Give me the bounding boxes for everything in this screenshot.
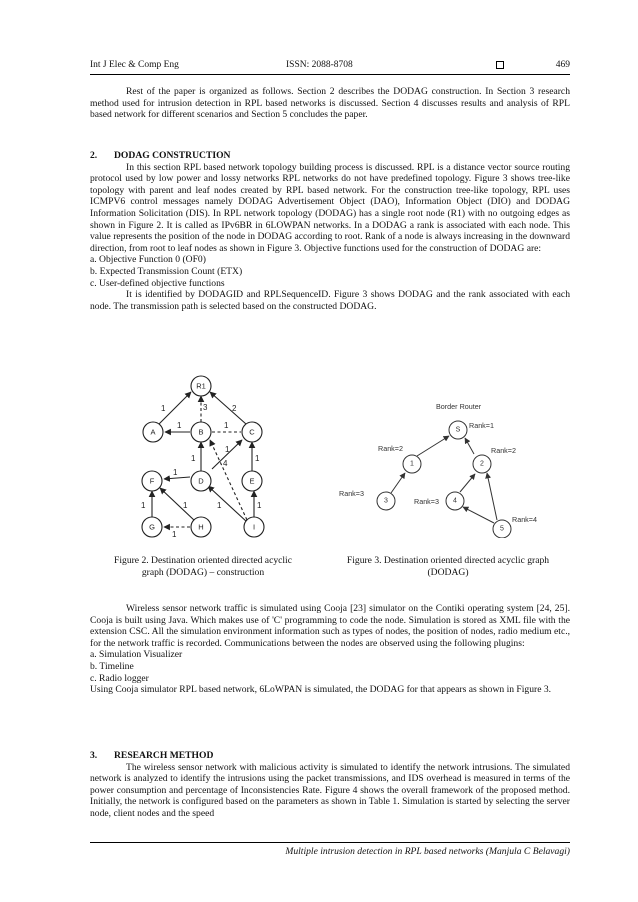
intro-section	[90, 86, 570, 121]
label-i-e: 1	[257, 501, 262, 510]
section-2-title: DODAG CONSTRUCTION	[114, 150, 231, 161]
label-h-g: 1	[172, 530, 177, 539]
label-d-b: 1	[191, 454, 196, 463]
label-e-c: 1	[255, 454, 260, 463]
figure-2-caption	[90, 555, 316, 578]
running-title: Multiple intrusion detection in RPL based networks (Manjula C Belavagi)	[285, 846, 570, 857]
edge-5-4	[463, 507, 494, 523]
section-3-number: 3.	[90, 750, 98, 761]
edge-f-d	[164, 477, 190, 479]
section-2-number: 2.	[90, 150, 98, 161]
figure-2-diagram	[128, 372, 278, 540]
node-d-label: D	[198, 476, 204, 486]
edge-h-f	[160, 488, 195, 521]
edge-3-1	[391, 473, 405, 493]
label-i-b: 4	[223, 459, 228, 468]
node-a-label: A	[150, 427, 156, 437]
cooja-section	[90, 603, 570, 696]
figure-3-caption-line-2: (DODAG)	[427, 566, 469, 578]
header-rule	[90, 74, 570, 75]
node-5-label: 5	[500, 525, 504, 533]
node-3-label: 3	[384, 497, 388, 505]
figure-3-caption	[326, 555, 570, 578]
label-i-d: 1	[217, 501, 222, 510]
section-2-paragraph-2: It is identified by DODAGID and RPLSequenceID. Figure 3 shows DODAG and the rank associated with each node. The transmission path is selected based on the constructed DODAG.	[90, 289, 570, 312]
node-c-label: C	[249, 427, 255, 437]
edge-1-s	[417, 436, 449, 456]
label-c-r1: 2	[232, 404, 237, 413]
section-3-title: RESEARCH METHOD	[114, 750, 214, 761]
objective-item-2: b. Expected Transmission Count (ETX)	[90, 265, 243, 277]
objective-item-3: c. User-defined objective functions	[90, 277, 225, 289]
node-b-label: B	[198, 427, 204, 437]
node-f-label: F	[149, 476, 155, 486]
plugin-item-3: c. Radio logger	[90, 672, 149, 684]
cooja-paragraph-2: Using Cooja simulator RPL based network, 6LoWPAN is simulated, the DODAG for that appears as shown in Figure 3.	[90, 684, 552, 696]
journal-name: Int J Elec & Comp Eng	[90, 60, 179, 70]
objective-item-1: a. Objective Function 0 (OF0)	[90, 254, 206, 266]
checkbox-icon	[496, 60, 510, 70]
edge-5-2	[487, 473, 497, 520]
label-h-f: 1	[183, 501, 188, 510]
section-2-paragraph-1: In this section RPL based network topology building process is discussed. RPL is a distance vector source routing protocol used by low power and lossy networks RPL networks do not have predefined topology. Figure 3 shows tree-like topology with parent and leaf nodes created by RPL based network. For the construction tree-like topology, RPL uses ICMPV6 control messages namely DODAG Advertisement Object (DAO), Information Object (DIO) and DODAG Information Solicitation (DIS). In RPL network topology (DODAG) has a single root node (R1) with no outgoing edges as shown in Figure 2. It is called as IPv6BR in 6LOWPAN networks. In a DODAG a rank is associated with each node. This value represents the position of the node in DODAG according to root. Rank of a node is always increasing in the downward direction, from root to leaf nodes as shown in Figure 3. Objective functions used for the construction of DODAG are:	[90, 161, 570, 254]
intro-paragraph: Rest of the paper is organized as follows. Section 2 describes the DODAG construction. In Section 3 research method used for intrusion detection in RPL based networks is discussed. Section 4 discusses results and analysis of RPL based network for different scenarios and Section 5 concludes the paper.	[90, 86, 570, 121]
node-1-label: 1	[410, 460, 414, 468]
rank-3: Rank=3	[339, 489, 364, 498]
node-i-label: I	[252, 522, 256, 532]
section-3-heading	[90, 750, 570, 762]
label-b-c: 1	[224, 421, 229, 430]
figure-2-caption-line-2: graph (DODAG) – construction	[141, 566, 265, 578]
node-4-label: 4	[453, 497, 457, 505]
label-a-r1: 1	[161, 404, 166, 413]
section-3-paragraph: The wireless sensor network with malicious activity is simulated to identify the network intrusions. The simulated network is analyzed to identify the intrusions using the packet transmissions, and IDS overhead is measured in terms of the power consumption and percentage of Inconsistencies Rate. Figure 4 shows the overall framework of the proposed method. Initially, the network is configured based on the parameters as shown in Table 1. Simulation is started by selecting the server node, client nodes and the speed	[90, 761, 570, 819]
rank-2: Rank=2	[491, 446, 516, 455]
rank-s: Rank=1	[469, 421, 494, 430]
label-b-r1: 3	[203, 403, 208, 412]
issn: ISSN: 2088-8708	[286, 60, 353, 70]
edge-4-2	[460, 474, 475, 492]
node-e-label: E	[249, 476, 255, 486]
figure-3-caption-line-1: Figure 3. Destination oriented directed acyclic graph	[346, 555, 550, 566]
label-b-a: 1	[177, 421, 182, 430]
rank-5: Rank=4	[512, 515, 537, 524]
edge-i-d	[208, 486, 247, 522]
border-router-label: Border Router	[436, 402, 482, 411]
label-d-c: 1	[225, 445, 230, 454]
label-f-d: 1	[173, 468, 178, 477]
page-footer	[90, 842, 570, 857]
edge-c-r1	[210, 392, 246, 424]
figure-2-caption-line-1: Figure 2. Destination oriented directed acyclic	[114, 555, 292, 566]
page-number: 469	[555, 60, 570, 70]
label-g-f: 1	[141, 501, 146, 510]
rank-4: Rank=3	[414, 497, 439, 506]
edge-2-s	[465, 438, 474, 454]
section-2-heading	[90, 150, 570, 162]
section-3	[90, 750, 570, 820]
figure-3-diagram	[334, 398, 564, 538]
node-r1-label: R1	[196, 381, 206, 391]
plugin-item-2: b. Timeline	[90, 660, 134, 672]
node-g-label: G	[149, 522, 155, 532]
node-s-label: S	[455, 426, 461, 434]
rank-1: Rank=2	[378, 444, 403, 453]
section-2	[90, 150, 570, 312]
node-h-label: H	[198, 522, 204, 532]
cooja-paragraph: Wireless sensor network traffic is simulated using Cooja [23] simulator on the Contiki operating system [24, 25]. Cooja is built using Java. Which makes use of 'C' programming to code the node. Simulation is stored as XML file with the extension CSC. All the simulation environment information such as types of nodes, the position of nodes, radio medium etc., for the network traffic is recorded. Communications between the nodes are observed using the following plugins:	[90, 603, 570, 649]
plugin-item-1: a. Simulation Visualizer	[90, 649, 183, 661]
node-2-label: 2	[480, 460, 484, 468]
